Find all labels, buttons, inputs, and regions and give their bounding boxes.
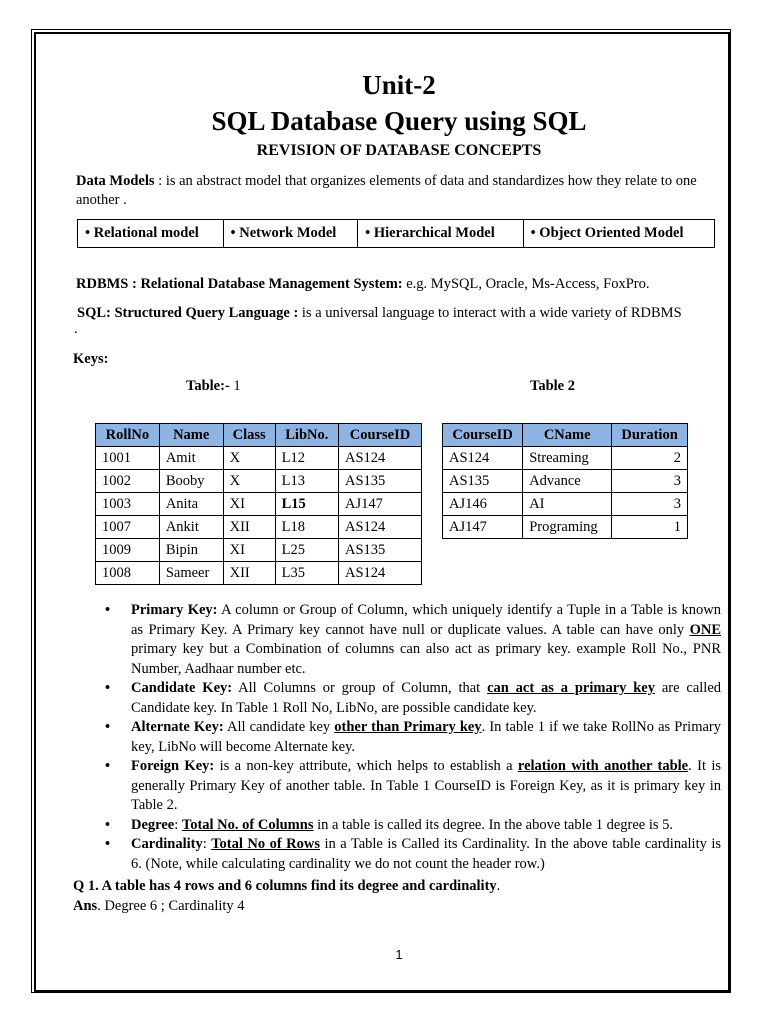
table-cell: L35 [275,562,338,585]
foreign-key-term: Foreign Key: [131,758,215,774]
data-models-term: Data Models [76,173,155,189]
candidate-key-term: Candidate Key: [131,680,233,696]
table-cell: L18 [275,516,338,539]
table-cell: XII [223,516,275,539]
sql-paragraph [77,305,737,322]
cardinality-emphasis: Total No of Rows [211,836,320,852]
primary-key-text-1: A column or Group of Column, which uniquely identify a Tuple in a Table is known as Primary Key. A Primary key cannot have null or duplicate values. A table can have only [131,602,722,638]
foreign-key-text-1: is a non-key attribute, which helps to establish a [214,758,518,774]
bullet-mark: • [105,758,111,774]
table-cell: L15 [275,493,338,516]
column-header: CName [523,424,612,447]
table-row [96,493,422,516]
keys-heading: Keys: [73,351,109,367]
alternate-key-text-2: . In table 1 if we take RollNo as Primary key, LibNo will become Alternate key. [131,719,722,755]
table-cell: AS124 [339,447,422,470]
degree-term: Degree [131,816,175,833]
bullet-mark: • [105,816,111,833]
table-cell: AI [523,493,612,516]
answer-label: Ans [73,898,98,914]
question-text: A table has 4 rows and 6 columns find its degree and cardinality [98,878,497,894]
primary-key-text [131,601,721,679]
column-header: Duration [612,424,688,447]
data-models-paragraph [76,172,726,210]
model-types-box [77,219,715,248]
data-models-definition: : is an abstract model that organizes elements of data and standardizes how they relate to one another . [76,173,697,208]
table-row [96,470,422,493]
table-cell: 1001 [96,447,160,470]
table-row [96,539,422,562]
list-item-foreign-key [105,757,721,816]
table-row [96,447,422,470]
table-row [443,516,688,539]
table-cell: Bipin [159,539,223,562]
table-row [443,470,688,493]
column-header: CourseID [339,424,422,447]
list-item-candidate-key [105,679,721,718]
unit-heading: Unit-2 [362,70,436,100]
answer-1 [73,898,245,915]
table-cell: Anita [159,493,223,516]
model-type-network: • Network Model [224,220,359,247]
table-cell: 1 [612,516,688,539]
table-cell: Booby [159,470,223,493]
page-number: 1 [395,947,403,962]
table-cell: AS124 [443,447,523,470]
answer-text: . Degree 6 ; Cardinality 4 [97,898,245,914]
table-cell: 1007 [96,516,160,539]
primary-key-emphasis: ONE [689,621,721,638]
question-label: Q 1. [73,878,99,894]
degree-text [131,816,721,836]
candidate-key-text-2: are called Candidate key. In Table 1 Roll No, LibNo, are possible candidate key. [131,680,722,716]
degree-colon: : [174,816,182,833]
primary-key-term: Primary Key: [131,602,218,618]
list-item-primary-key [105,601,721,679]
table-cell: Programing [523,516,612,539]
sql-term: SQL: Structured Query Language : [77,305,299,321]
column-header: RollNo [96,424,160,447]
rdbms-examples: e.g. MySQL, Oracle, Ms-Access, FoxPro. [402,276,650,292]
page-title: SQL Database Query using SQL [211,106,587,136]
question-end: . [496,878,501,894]
list-item-cardinality [105,835,721,874]
table-cell: AJ146 [443,493,523,516]
table-cell: L12 [275,447,338,470]
bullet-mark: • [105,602,111,618]
model-type-relational: • Relational model [78,220,224,247]
column-header: LibNo. [275,424,338,447]
rdbms-term: RDBMS : Relational Database Management System: [76,276,403,292]
table-row [96,516,422,539]
table-cell: AS135 [339,470,422,493]
table-cell: 3 [612,493,688,516]
table-cell: Amit [159,447,223,470]
bullet-mark: • [105,680,111,696]
table-cell: AS135 [339,539,422,562]
alternate-key-emphasis: other than Primary key [334,719,482,735]
table-cell: AJ147 [339,493,422,516]
foreign-key-text [131,757,721,816]
foreign-key-emphasis: relation with another table [517,758,689,774]
table-cell: L13 [275,470,338,493]
cardinality-term: Cardinality [131,836,203,852]
table-header-row [96,424,422,447]
table-cell: 3 [612,470,688,493]
question-1 [73,878,500,895]
table-row [443,447,688,470]
candidate-key-text [131,679,721,718]
model-type-hierarchical: • Hierarchical Model [358,220,523,247]
table-cell: AS124 [339,516,422,539]
cardinality-colon: : [202,836,212,852]
table-cell: Ankit [159,516,223,539]
table-cell: 1009 [96,539,160,562]
table-cell: 1003 [96,493,160,516]
table2-caption: Table 2 [530,378,575,394]
alternate-key-text-1: All candidate key [223,719,335,735]
table-cell: X [223,447,275,470]
alternate-key-text [131,718,721,757]
table-cell: 2 [612,447,688,470]
degree-emphasis: Total No. of Columns [181,816,314,833]
table-cell: 1008 [96,562,160,585]
list-item-alternate-key [105,718,721,757]
table1-caption-label: Table:- [186,378,230,394]
table1-caption-number: 1 [229,378,241,394]
sql-definition: is a universal language to interact with a wide variety of RDBMS [298,305,682,321]
rdbms-paragraph [76,276,650,293]
table-cell: XII [223,562,275,585]
table-cell: AJ147 [443,516,523,539]
table-cell: Sameer [159,562,223,585]
page-subtitle: REVISION OF DATABASE CONCEPTS [256,142,542,159]
degree-text-2: in a table is called its degree. In the above table 1 degree is 5. [313,816,674,833]
candidate-key-emphasis: can act as a primary key [487,680,655,696]
table-cell: Advance [523,470,612,493]
key-definitions-list [105,601,721,874]
candidate-key-text-1: All Columns or group of Column, that [232,680,488,696]
course-table [442,423,688,539]
table-cell: X [223,470,275,493]
column-header: Class [223,424,275,447]
alternate-key-term: Alternate Key: [131,719,224,735]
table-cell: AS124 [339,562,422,585]
bullet-mark: • [105,836,111,852]
table-cell: 1002 [96,470,160,493]
model-type-object-oriented: • Object Oriented Model [530,225,684,241]
table-cell: AS135 [443,470,523,493]
table-header-row [443,424,688,447]
table-row [96,562,422,585]
table-cell: XI [223,539,275,562]
primary-key-text-2: primary key but a Combination of columns can also act as primary key. example Roll No., PNR Number, Aadhaar number etc. [131,641,721,677]
student-table [95,423,422,585]
table-cell: L25 [275,539,338,562]
cardinality-text-2: in a Table is Called its Cardinality. In the above table cardinality is 6. (Note, while calculating cardinality we do not count the header row.) [131,836,722,872]
foreign-key-text-2: . It is generally Primary Key of another table. In Table 1 CourseID is Foreign Key, as it is primary key in Table 2. [131,758,722,813]
cardinality-text [131,835,721,874]
list-item-degree [105,816,721,836]
bullet-mark: • [105,719,111,735]
column-header: Name [159,424,223,447]
column-header: CourseID [443,424,523,447]
table1-caption [186,378,241,395]
sql-trailing-dot: . [74,321,78,337]
table-row [443,493,688,516]
table-cell: Streaming [523,447,612,470]
table-cell: XI [223,493,275,516]
